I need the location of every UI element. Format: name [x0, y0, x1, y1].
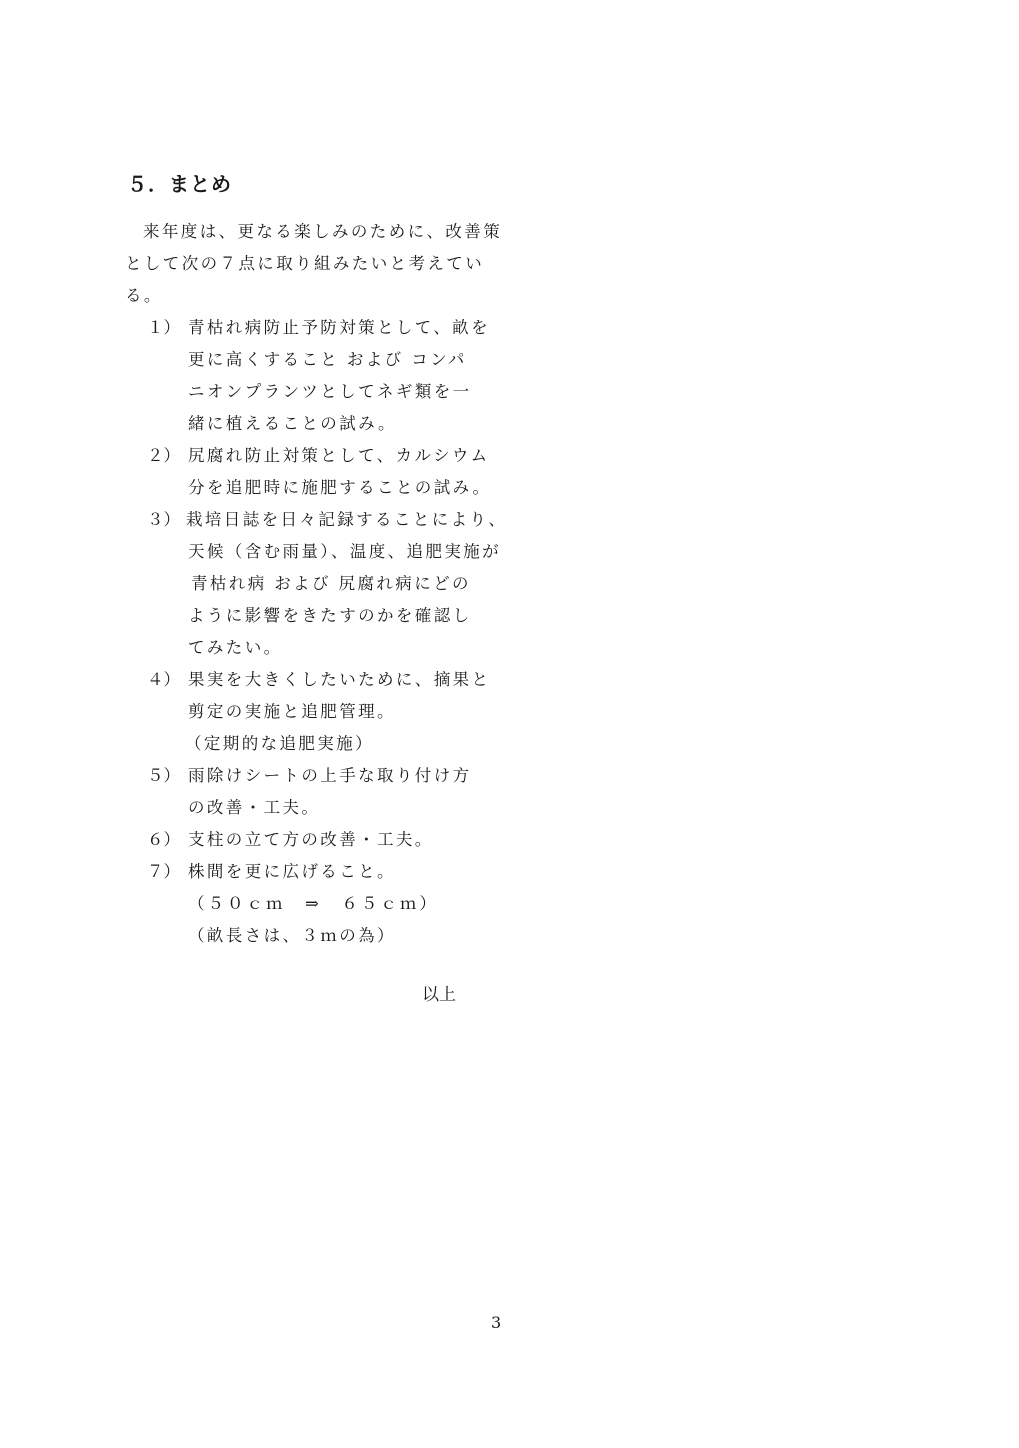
intro-line-1: 来年度は、更なる楽しみのために、改善策 — [143, 222, 503, 241]
item-3-line-2: 天候（含む雨量）、温度、追肥実施が — [188, 542, 502, 561]
item-7-number: ７） — [147, 862, 180, 881]
intro-line-3: る。 — [125, 286, 163, 305]
item-1-line-2: 更に高くすること および コンパ — [188, 350, 467, 369]
item-7-line-3: （畝長さは、３ｍの為） — [188, 926, 396, 945]
page-number: 3 — [491, 1313, 502, 1332]
closing-text: 以上 — [422, 985, 456, 1005]
item-2-line-2: 分を追肥時に施肥することの試み。 — [188, 478, 492, 497]
item-4-line-2: 剪定の実施と追肥管理。 — [188, 702, 396, 721]
item-5-number: ５） — [147, 766, 180, 785]
item-3-line-4: ように影響をきたすのかを確認し — [188, 606, 472, 625]
item-4-line-3: （定期的な追肥実施） — [185, 734, 374, 753]
item-7-line-1: 株間を更に広げること。 — [188, 862, 396, 881]
item-7-line-2: （５０ｃｍ ⇒ ６５ｃｍ） — [188, 894, 439, 913]
item-1-line-3: ニオンプランツとしてネギ類を一 — [188, 382, 472, 401]
item-4-line-1: 果実を大きくしたいために、摘果と — [188, 670, 491, 689]
item-5-line-1: 雨除けシートの上手な取り付け方 — [188, 766, 472, 785]
item-3-number: ３） — [147, 510, 180, 529]
section-heading: ５．まとめ — [127, 172, 232, 196]
item-1-line-1: 青枯れ病防止予防対策として、畝を — [188, 318, 491, 337]
item-4-number: ４） — [147, 670, 180, 689]
intro-line-2: として次の７点に取り組みたいと考えてい — [125, 254, 485, 273]
item-3-line-3: 青枯れ病 および 尻腐れ病にどの — [191, 574, 471, 593]
item-5-line-2: の改善・工夫。 — [188, 798, 321, 817]
item-3-line-5: てみたい。 — [188, 638, 283, 657]
item-6-number: ６） — [147, 830, 180, 849]
item-2-line-1: 尻腐れ防止対策として、カルシウム — [188, 446, 490, 465]
item-1-number: １） — [147, 318, 180, 337]
item-3-line-1: 栽培日誌を日々記録することにより、 — [186, 510, 508, 529]
item-2-number: ２） — [147, 446, 180, 465]
item-1-line-4: 緒に植えることの試み。 — [188, 414, 397, 433]
item-6-line-1: 支柱の立て方の改善・工夫。 — [188, 830, 434, 849]
